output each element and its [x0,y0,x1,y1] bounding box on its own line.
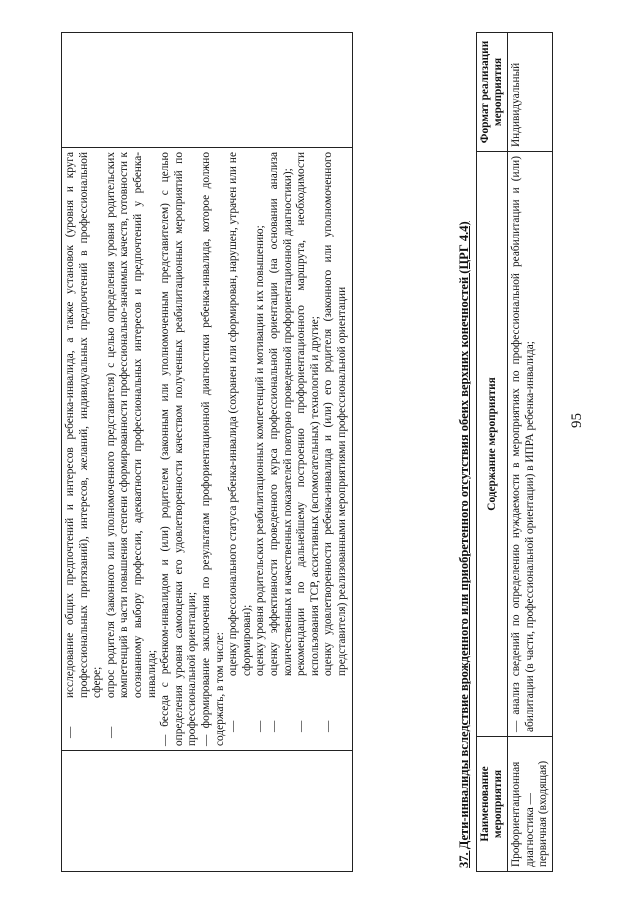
list-item [254,152,268,746]
list-item [105,152,159,746]
list-dash: — [322,720,335,732]
list-item-text: исследование общих предпочтений и интересов ребенка-инвалида, а также установок (уровня и круга профессиональных притязаний), интересов, желаний, индивидуальных предпочтений в профессиональной сфере; [64,152,104,698]
list-item [322,152,349,746]
list-dash: — [104,726,117,738]
header-content: Содержание мероприятия [477,152,508,737]
list-dash: — [295,720,308,732]
list-item [159,152,200,746]
table-row [508,33,553,872]
section-37-table [476,32,553,872]
list-dash: — [267,720,280,732]
list-dash: — [227,720,240,732]
header-name: Наименование мероприятия [477,737,508,872]
row-format: Индивидуальный [508,33,553,152]
list-item [200,152,227,746]
content-cell [62,148,353,751]
list-item-text: опрос родителя (законного или уполномоченного представителя) с целью определения уровня родительских компетенций в части повышения степени сформированности профессионально-значимых качеств, готовности к осознанному выбору профессии, адекватности профессиональных интересов и предпочтений у ребенка-инвалида; [104,152,158,698]
header-format: Формат реализации мероприятия [477,33,508,152]
list-item-text: рекомендации по дальнейшему построению профориентационного маршрута, необходимости использования ТСР, ассистивных (вспомогательных) технологий и другие; [295,152,321,676]
list-dash: — [254,720,267,732]
list-item-text: оценку эффективности проведенного курса профессиональной ориентации (на основании анализа количественных и качественных показателей повторно проведенной профориентационной диагностики); [267,152,294,676]
format-cell-empty [62,33,353,148]
table-header-row [477,33,508,872]
name-cell-empty [62,751,353,872]
list-item [227,152,254,746]
list-item-text: оценку уровня родительских реабилитационных компетенций и мотивации к их повышению; [254,225,267,676]
section-title: 37. Дети-инвалиды вследствие врожденного или приобретенного отсутствия обеих верхних конечностей (ЦРГ 4.4) [457,221,471,868]
upper-continuation-table [61,32,353,872]
list-item [64,152,105,746]
list-item-text: оценку профессионального статуса ребенка-инвалида (сохранен или сформирован, нарушен, утрачен или не сформирован); [227,152,253,676]
list-item [295,152,322,746]
list-item [268,152,295,746]
row-name: Профориентационная диагностика — первичная (входящая) [508,737,553,872]
row-content: — анализ сведений по определению нуждаемости в мероприятиях по профессиональной реабилитации и (или) абилитации (в части, профессиональной ориентации) в ИПРА ребенка-инвалида; [508,152,553,737]
list-dash: — [64,726,76,738]
rotated-page-content [43,32,613,872]
list-item-text: — беседа с ребенком-инвалидом и (или) родителем (законным или уполномоченным представителем) с целью определения уровня самооценки его удовлетворенности качеством полученных реабилитационных мероприятий по профессиональной ориентации; [159,152,199,746]
table-row [62,33,353,872]
page-number: 95 [569,413,585,428]
list-item-text: оценку удовлетворенности ребенка-инвалида и (или) его родителя (законного или уполномоченного представителя) реализованными мероприятиями профессиональной ориентации [322,152,348,676]
list-item-text: — формирование заключения по результатам профориентационной диагностики ребенка-инвалида, которое должно содержать, в том числе: [199,152,226,746]
